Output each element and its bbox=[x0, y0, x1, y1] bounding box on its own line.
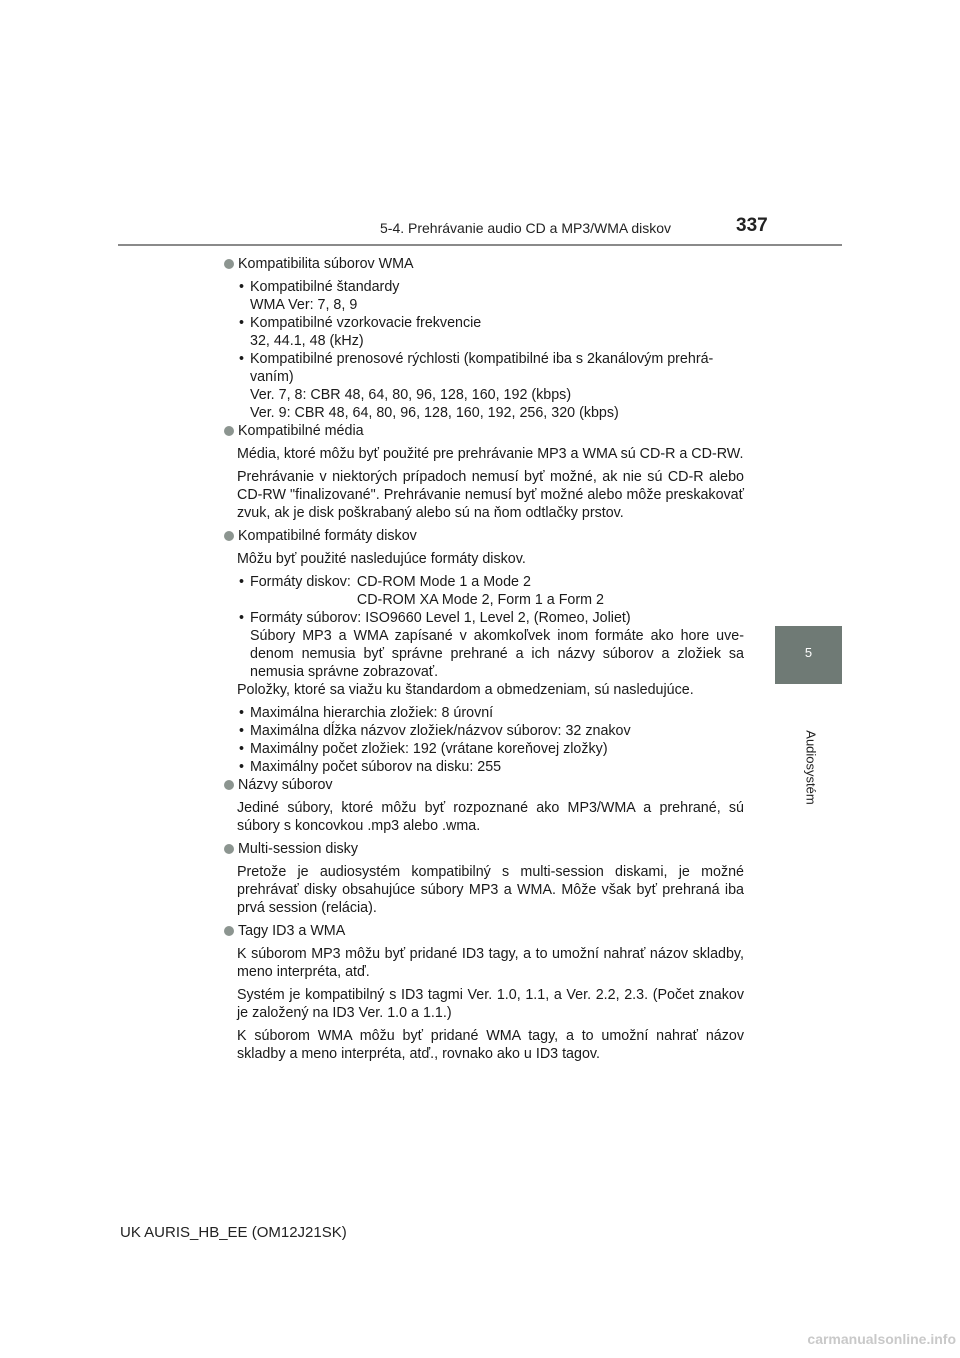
heading-text: Tagy ID3 a WMA bbox=[238, 923, 346, 939]
heading-text: Názvy súborov bbox=[238, 777, 333, 793]
section-title: 5-4. Prehrávanie audio CD a MP3/WMA diskov bbox=[380, 220, 672, 236]
header-divider bbox=[118, 244, 842, 246]
chapter-label: Audiosystém bbox=[803, 730, 819, 805]
bullet-dot-icon bbox=[224, 844, 234, 854]
names-body bbox=[222, 799, 744, 835]
wma-list bbox=[222, 278, 744, 422]
item-value: Maximálna dĺžka názvov zložiek/názvov súborov: 32 znakov bbox=[250, 723, 631, 739]
bullet-dot-icon bbox=[224, 426, 234, 436]
item-value: Formáty súborov: ISO9660 Level 1, Level 2, (Romeo, Joliet) bbox=[250, 610, 631, 626]
bullet-icon: • bbox=[239, 315, 245, 331]
item-value: Ver. 9: CBR 48, 64, 80, 96, 128, 160, 192, 256, 320 (kbps) bbox=[250, 405, 619, 421]
paragraph: Jediné súbory, ktoré môžu byť rozpoznané ako MP3/WMA a prehrané, sú súbory s koncovkou .mp3 alebo .wma. bbox=[237, 800, 744, 834]
chapter-number: 5 bbox=[804, 645, 813, 660]
list-item bbox=[237, 573, 744, 609]
item-label: Kompatibilné prenosové rýchlosti (kompatibilné iba s 2kanálovým prehrá- bbox=[250, 351, 714, 367]
item-label-cont: vaním) bbox=[250, 369, 294, 385]
limits-list bbox=[237, 704, 744, 776]
item-value: 32, 44.1, 48 (kHz) bbox=[250, 333, 364, 349]
bullet-icon: • bbox=[239, 351, 245, 367]
item-value: Ver. 7, 8: CBR 48, 64, 80, 96, 128, 160, 192 (kbps) bbox=[250, 387, 572, 403]
multisession-body bbox=[222, 863, 744, 917]
item-value: CD-ROM XA Mode 2, Form 1 a Form 2 bbox=[356, 592, 604, 608]
item-value: WMA Ver: 7, 8, 9 bbox=[250, 297, 358, 313]
chapter-tab[interactable] bbox=[775, 626, 842, 684]
item-label: Kompatibilné štandardy bbox=[250, 279, 400, 295]
list-item bbox=[237, 740, 744, 758]
bullet-heading-multisession bbox=[222, 840, 744, 858]
list-item bbox=[237, 758, 744, 776]
paragraph: Položky, ktoré sa viažu ku štandardom a obmedzeniam, sú nasledujúce. bbox=[237, 682, 694, 698]
heading-text: Kompatibilné formáty diskov bbox=[238, 528, 417, 544]
list-item bbox=[237, 722, 744, 740]
paragraph: Môžu byť použité nasledujúce formáty diskov. bbox=[237, 551, 526, 567]
bullet-heading-wma bbox=[222, 255, 744, 273]
bullet-dot-icon bbox=[224, 926, 234, 936]
bullet-icon: • bbox=[239, 741, 245, 757]
item-value: Maximálny počet zložiek: 192 (vrátane koreňovej zložky) bbox=[250, 741, 608, 757]
bullet-icon: • bbox=[239, 610, 245, 626]
bullet-dot-icon bbox=[224, 780, 234, 790]
item-value: CD-ROM Mode 1 a Mode 2 bbox=[356, 574, 531, 590]
page-content bbox=[222, 255, 744, 1063]
list-item bbox=[237, 278, 744, 314]
list-item bbox=[237, 704, 744, 722]
bullet-icon: • bbox=[239, 279, 245, 295]
page-number: 337 bbox=[736, 215, 768, 236]
item-label: Kompatibilné vzorkovacie frekvencie bbox=[250, 315, 482, 331]
watermark: carmanualsonline.info bbox=[807, 1331, 956, 1347]
paragraph: K súborom WMA môžu byť pridané WMA tagy, a to umožní nahrať názov skladby a meno interpréta, atď., rovnako ako u ID3 tagov. bbox=[237, 1028, 744, 1062]
heading-text: Kompatibilné média bbox=[238, 423, 364, 439]
paragraph: K súborom MP3 môžu byť pridané ID3 tagy, a to umožní nahrať názov skladby, meno interpréta, atď. bbox=[237, 946, 744, 980]
bullet-icon: • bbox=[239, 723, 245, 739]
heading-text: Kompatibilita súborov WMA bbox=[238, 256, 414, 272]
list-item bbox=[237, 350, 744, 422]
bullet-heading-formats bbox=[222, 527, 744, 545]
formats-body bbox=[222, 550, 744, 776]
bullet-dot-icon bbox=[224, 531, 234, 541]
bullet-heading-tags bbox=[222, 922, 744, 940]
bullet-heading-names bbox=[222, 776, 744, 794]
paragraph: Média, ktoré môžu byť použité pre prehrávanie MP3 a WMA sú CD-R a CD-RW. bbox=[237, 446, 744, 462]
paragraph: Prehrávanie v niektorých prípadoch nemusí byť možné, ak nie sú CD-R alebo CD-RW "finalizované". Prehrávanie nemusí byť možné alebo môže preskakovať zvuk, ak je disk poškrabaný alebo sú na ňom odtlačky prstov. bbox=[237, 469, 744, 521]
list-item bbox=[237, 609, 744, 681]
heading-text: Multi-session disky bbox=[238, 841, 358, 857]
bullet-heading-media bbox=[222, 422, 744, 440]
bullet-dot-icon bbox=[224, 259, 234, 269]
bullet-icon: • bbox=[239, 759, 245, 775]
document-code: UK AURIS_HB_EE (OM12J21SK) bbox=[120, 1224, 347, 1241]
media-body bbox=[222, 445, 744, 522]
list-item bbox=[237, 314, 744, 350]
item-note: Súbory MP3 a WMA zapísané v akomkoľvek inom formáte ako hore uve-denom nemusia byť správne prehrané a ich názvy súborov a zložiek sa nemusia správne zobrazovať. bbox=[250, 628, 744, 680]
item-label: Formáty diskov: bbox=[250, 574, 351, 590]
bullet-icon: • bbox=[239, 574, 245, 590]
bullet-icon: • bbox=[239, 705, 245, 721]
item-value: Maximálny počet súborov na disku: 255 bbox=[250, 759, 502, 775]
item-value: Maximálna hierarchia zložiek: 8 úrovní bbox=[250, 705, 494, 721]
tags-body bbox=[222, 945, 744, 1063]
paragraph: Systém je kompatibilný s ID3 tagmi Ver. 1.0, 1.1, a Ver. 2.2, 2.3. (Počet znakov je založený na ID3 Ver. 1.0 a 1.1.) bbox=[237, 987, 744, 1021]
paragraph: Pretože je audiosystém kompatibilný s multi-session diskami, je možné prehrávať disky obsahujúce súbory MP3 a WMA. Môže však byť prehraná iba prvá session (relácia). bbox=[237, 864, 744, 916]
